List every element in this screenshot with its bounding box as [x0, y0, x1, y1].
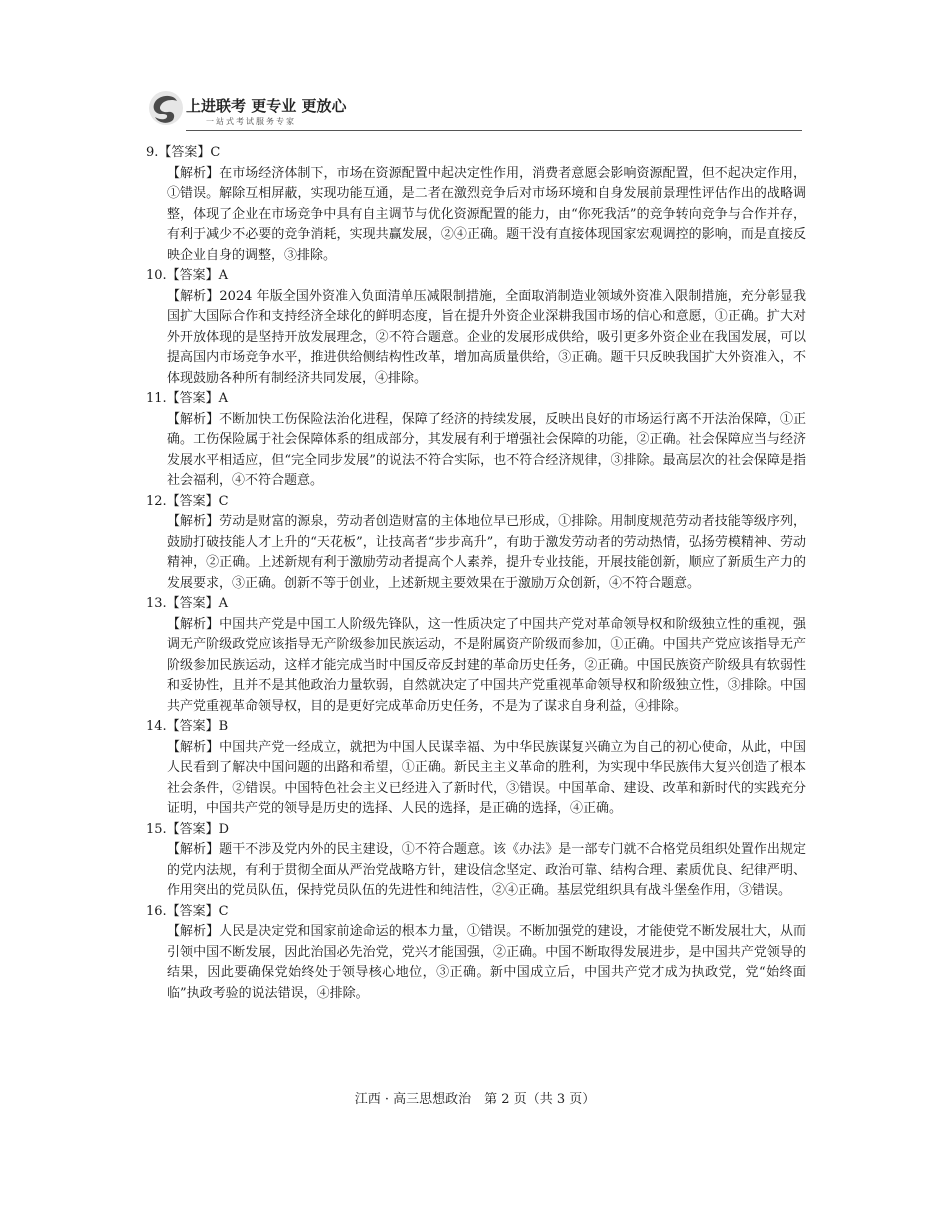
- answer-line: 10.【答案】A: [146, 268, 229, 283]
- explanation: 【解析】中国共产党一经成立，就把为中国人民谋幸福、为中华民族谋复兴确立为自己的初心使命，从此，中国人民看到了解决中国问题的出路和希望，①正确。新民主主义革命的胜利，为实现中华民族伟大复兴创造了根本社会条件，②错误。中国特色社会主义已经进入了新时代，③错误。中国革命、建设、改革和新时代的实践充分证明，中国共产党的领导是历史的选择、人民的选择，是正确的选择，④正确。: [167, 739, 806, 816]
- answer-line: 14.【答案】B: [146, 719, 229, 734]
- answer-line: 9.【答案】C: [146, 145, 221, 160]
- question-13: [146, 594, 806, 717]
- page-footer: 江西 · 高三思想政治 第 2 页（共 3 页）: [354, 1092, 596, 1107]
- header-divider: [186, 130, 802, 131]
- brand-subtitle: 一站式考试服务专家: [206, 117, 296, 126]
- question-11: [146, 389, 806, 492]
- question-16: [146, 902, 806, 1005]
- explanation: 【解析】中国共产党是中国工人阶级先锋队，这一性质决定了中国共产党对革命领导权和阶级独立性的重视，强调无产阶级政党应该指导无产阶级参加民族运动，不是附属资产阶级而参加，①正确。中国共产党应该指导无产阶级参加民族运动，这样才能完成当时中国反帝反封建的革命历史任务，②正确。中国民族资产阶级具有软弱性和妥协性，且并不是其他政治力量软弱，自然就决定了中国共产党重视革命领导权和阶级独立性，③排除。中国共产党重视革命领导权，目的是更好完成革命历史任务，不是为了谋求自身利益，④排除。: [167, 616, 806, 714]
- page-header: [146, 88, 802, 132]
- explanation: 【解析】劳动是财富的源泉，劳动者创造财富的主体地位早已形成，①排除。用制度规范劳动者技能等级序列，鼓励打破技能人才上升的“天花板”，让技高者“步步高升”，有助于激发劳动者的劳动热情，弘扬劳模精神、劳动精神，②正确。上述新规有利于激励劳动者提高个人素养，提升专业技能，开展技能创新，顺应了新质生产力的发展要求，③正确。创新不等于创业，上述新规主要效果在于激励万众创新，④不符合题意。: [167, 514, 806, 591]
- question-15: [146, 820, 806, 902]
- question-14: [146, 717, 806, 820]
- brand-slogan: 上进联考 更专业 更放心: [186, 97, 347, 115]
- answer-list: [146, 143, 806, 1004]
- explanation: 【解析】人民是决定党和国家前途命运的根本力量，①错误。不断加强党的建设，才能使党不断发展壮大，从而引领中国不断发展，因此治国必先治党，党兴才能国强，②正确。中国不断取得发展进步，是中国共产党领导的结果，因此要确保党始终处于领导核心地位，③正确。新中国成立后，中国共产党才成为执政党，党“始终面临”执政考验的说法错误，④排除。: [167, 924, 806, 1001]
- question-12: [146, 492, 806, 595]
- brand-logo-icon: [146, 88, 186, 128]
- question-10: [146, 266, 806, 389]
- explanation: 【解析】不断加快工伤保险法治化进程，保障了经济的持续发展，反映出良好的市场运行离不开法治保障，①正确。工伤保险属于社会保障体系的组成部分，其发展有利于增强社会保障的功能，②正确。社会保障应当与经济发展水平相适应，但“完全同步发展”的说法不符合实际，也不符合经济规律，③排除。最高层次的社会保障是指社会福利，④不符合题意。: [167, 411, 806, 488]
- answer-line: 13.【答案】A: [146, 596, 229, 611]
- answer-line: 12.【答案】C: [146, 493, 229, 509]
- question-9: [146, 143, 806, 266]
- explanation: 【解析】2024 年版全国外资准入负面清单压减限制措施，全面取消制造业领域外资准入限制措施，充分彰显我国扩大国际合作和支持经济全球化的鲜明态度，旨在提升外资企业深耕我国市场的信心和意愿，①正确。扩大对外开放体现的是坚持开放发展理念，②不符合题意。企业的发展形成供给，吸引更多外资企业在我国发展，可以提高国内市场竞争水平，推进供给侧结构性改革，增加高质量供给，③正确。题干只反映我国扩大外资准入，不体现鼓励各种所有制经济共同发展，④排除。: [167, 288, 806, 386]
- explanation: 【解析】在市场经济体制下，市场在资源配置中起决定性作用，消费者意愿会影响资源配置，但不起决定作用，①错误。解除互相屏蔽，实现功能互通，是二者在激烈竞争后对市场环境和自身发展前景理性评估作出的战略调整，体现了企业在市场竞争中具有自主调节与优化资源配置的能力，由“你死我活”的竞争转向竞争与合作并存，有利于减少不必要的竞争消耗，实现共赢发展，②④正确。题干没有直接体现国家宏观调控的影响，而是直接反映企业自身的调整，③排除。: [167, 165, 806, 263]
- answer-line: 15.【答案】D: [146, 821, 230, 837]
- explanation: 【解析】题干不涉及党内外的民主建设，①不符合题意。该《办法》是一部专门就不合格党员组织处置作出规定的党内法规，有利于贯彻全面从严治党战略方针，建设信念坚定、政治可靠、结构合理、素质优良、纪律严明、作用突出的党员队伍，保持党员队伍的先进性和纯洁性，②④正确。基层党组织具有战斗堡垒作用，③错误。: [167, 842, 806, 898]
- answer-line: 11.【答案】A: [146, 391, 229, 406]
- answer-line: 16.【答案】C: [146, 903, 229, 919]
